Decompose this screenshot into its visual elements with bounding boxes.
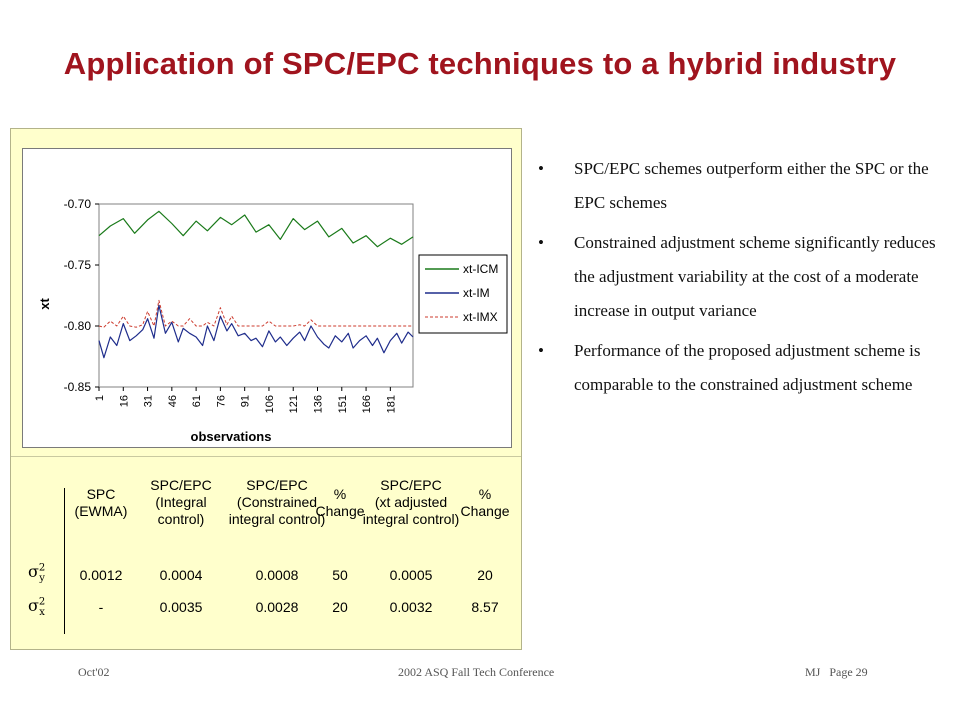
x-tick-label: 76 [215, 395, 228, 408]
x-tick-label: 121 [288, 395, 301, 414]
table-header-change-2: % Change [460, 486, 510, 519]
footer-conference: 2002 ASQ Fall Tech Conference [398, 665, 555, 679]
legend-label: xt-IMX [463, 310, 498, 324]
sigma-symbol: σ [28, 562, 39, 581]
x-tick-label: 91 [239, 395, 252, 408]
y-tick-label: -0.70 [63, 197, 91, 211]
y-axis-label: xt [37, 298, 52, 310]
y-tick-label: -0.80 [63, 319, 91, 333]
bullet-text: Performance of the proposed adjustment scheme is comparable to the constrained adjustment scheme [574, 341, 921, 394]
row-label-sigma-y [28, 562, 45, 584]
bullet-item [538, 152, 938, 220]
table-header-constrained: SPC/EPC (Constrained integral control) [228, 477, 326, 527]
cell-y-change-2: 20 [477, 567, 493, 583]
cell-x-constrained: 0.0028 [255, 599, 299, 615]
footer-page: MJ Page 29 [805, 665, 868, 679]
sigma-symbol: σ [28, 596, 39, 615]
bullet-item [538, 226, 938, 328]
cell-y-integral: 0.0004 [159, 567, 203, 583]
x-tick-label: 181 [385, 395, 398, 414]
x-axis-label: observations [190, 429, 272, 444]
sigma-subscript: y [39, 573, 45, 585]
sigma-exponent: 2 [38, 596, 46, 608]
table-header-xt-adjusted: SPC/EPC (xt adjusted integral control) [362, 477, 460, 527]
bullet-icon: • [538, 233, 544, 252]
cell-x-spc: - [98, 599, 104, 615]
line-chart [23, 149, 511, 447]
cell-y-constrained: 0.0008 [255, 567, 299, 583]
legend-label: xt-IM [463, 286, 490, 300]
x-tick-label: 166 [361, 395, 374, 414]
legend-label: xt-ICM [463, 262, 499, 276]
bullet-text: Constrained adjustment scheme significantly reduces the adjustment variability at the cost of a moderate increase in output variance [574, 233, 936, 320]
x-tick-label: 1 [94, 395, 106, 402]
sigma-exponent: 2 [38, 562, 46, 574]
cell-x-change-1: 20 [332, 599, 348, 615]
x-tick-label: 46 [166, 395, 179, 408]
x-tick-label: 31 [142, 395, 155, 408]
bullet-item [538, 334, 938, 402]
cell-y-xt-adjusted: 0.0005 [389, 567, 433, 583]
y-tick-label: -0.75 [63, 258, 91, 272]
cell-x-xt-adjusted: 0.0032 [389, 599, 433, 615]
table-header-integral: SPC/EPC (Integral control) [150, 477, 212, 527]
table-header-change-1: % Change [315, 486, 365, 519]
bullet-icon: • [538, 159, 544, 178]
table-header-spc: SPC (EWMA) [74, 486, 128, 519]
cell-y-change-1: 50 [332, 567, 348, 583]
y-tick-label: -0.85 [63, 380, 91, 394]
row-label-sigma-x [28, 596, 45, 618]
x-tick-label: 16 [118, 395, 131, 408]
x-tick-label: 136 [312, 395, 325, 414]
series-line-xt-IM [99, 305, 413, 357]
cell-x-change-2: 8.57 [471, 599, 499, 615]
x-tick-label: 106 [263, 395, 276, 414]
x-tick-label: 61 [191, 395, 204, 408]
sigma-subscript: x [39, 607, 45, 619]
bullet-text: SPC/EPC schemes outperform either the SPC or the EPC schemes [574, 159, 929, 212]
cell-y-spc: 0.0012 [79, 567, 123, 583]
x-tick-label: 151 [336, 395, 349, 414]
footer-date: Oct'02 [78, 665, 110, 679]
slide-title: Application of SPC/EPC techniques to a hybrid industry [63, 46, 897, 81]
cell-x-integral: 0.0035 [159, 599, 203, 615]
panel-divider [11, 456, 521, 457]
chart-box [22, 148, 512, 448]
bullet-list [538, 152, 938, 408]
bullet-icon: • [538, 341, 544, 360]
series-line-xt-ICM [99, 211, 413, 246]
